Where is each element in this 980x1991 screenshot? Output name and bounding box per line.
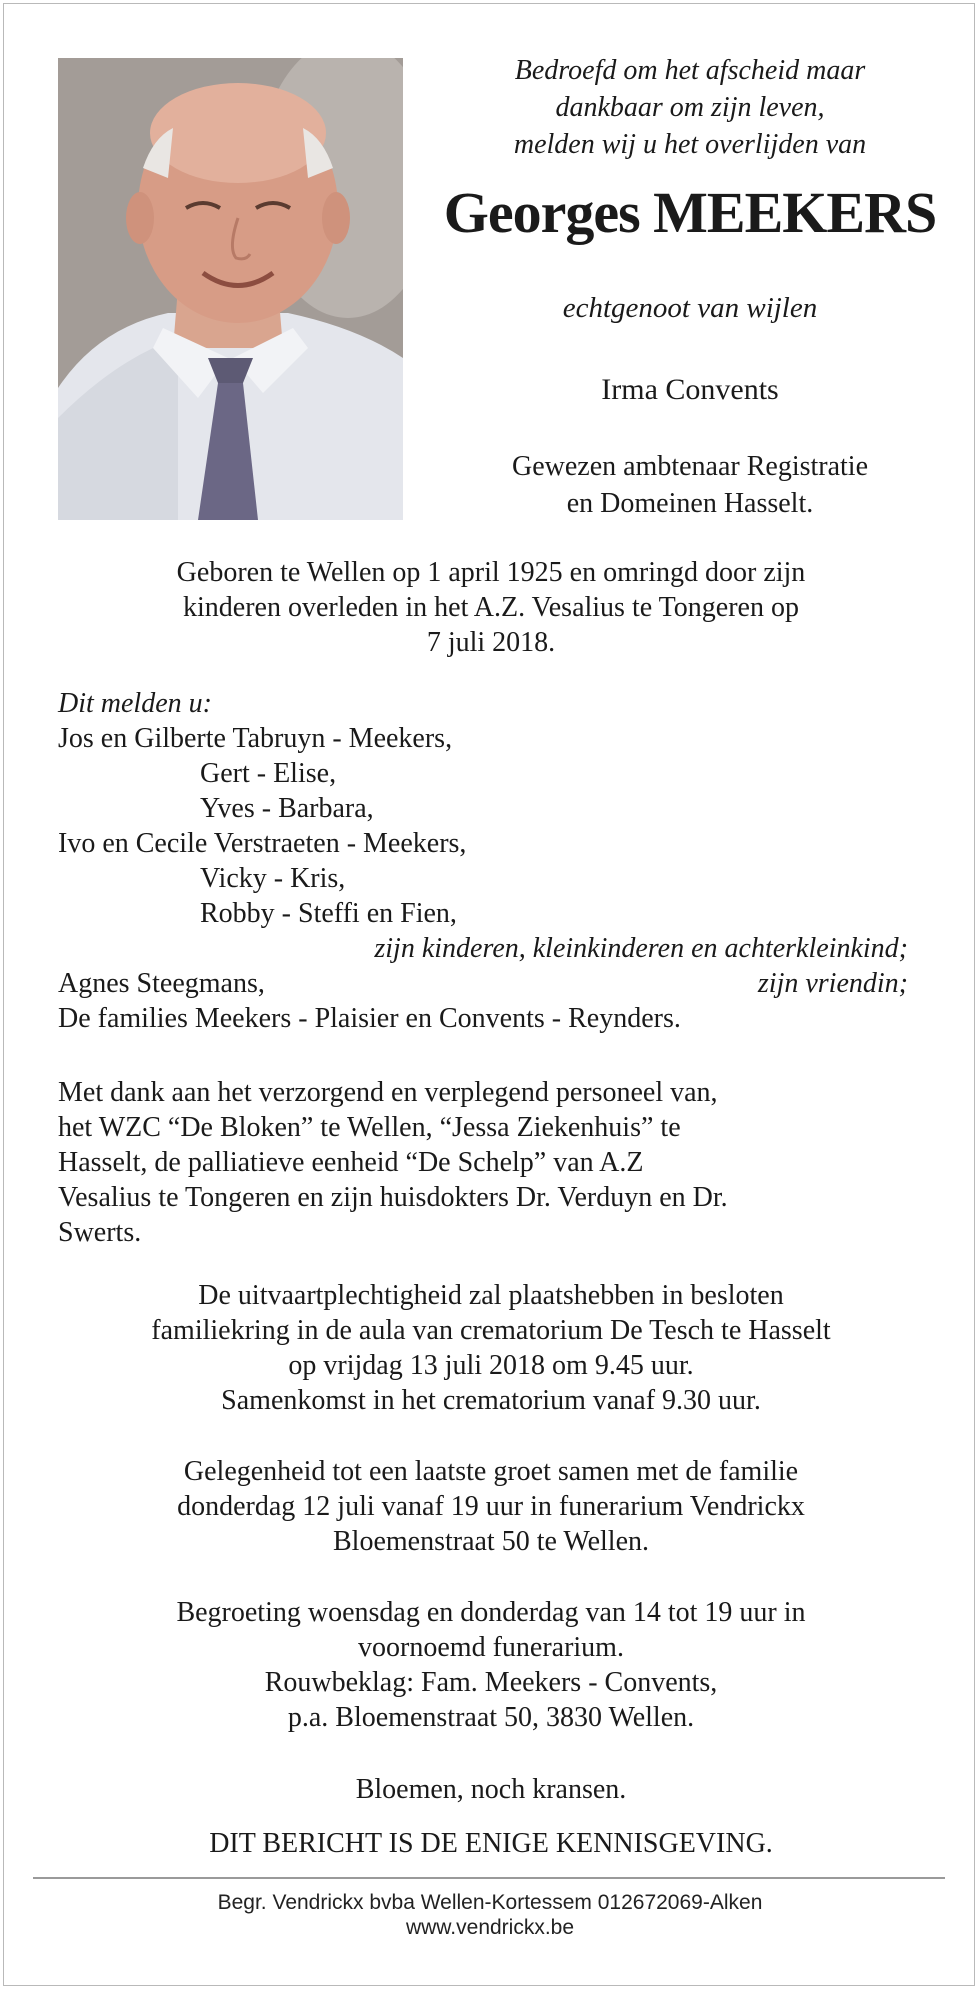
family-line: Gert - Elise,: [200, 758, 337, 789]
family-line: Yves - Barbara,: [200, 793, 374, 824]
family-line: Jos en Gilberte Tabruyn - Meekers,: [58, 723, 453, 754]
footer-line: Begr. Vendrickx bvba Wellen-Kortessem 012672069-Alken: [217, 1891, 763, 1914]
portrait-photo: [58, 58, 403, 520]
text-line: voornoemd funerarium.: [358, 1632, 624, 1663]
notice-line: DIT BERICHT IS DE ENIGE KENNISGEVING.: [209, 1828, 773, 1859]
text-line: donderdag 12 juli vanaf 19 uur in funerarium Vendrickx: [177, 1491, 805, 1522]
condolences-paragraph: [58, 1595, 924, 1735]
text-line: op vrijdag 13 juli 2018 om 9.45 uur.: [288, 1350, 694, 1381]
thanks-paragraph: [58, 1075, 924, 1250]
farewell-paragraph: [58, 1454, 924, 1559]
text-line: De uitvaartplechtigheid zal plaatshebben in besloten: [198, 1280, 784, 1311]
friend-relation: zijn vriendin;: [757, 968, 908, 999]
text-line: p.a. Bloemenstraat 50, 3830 Wellen.: [287, 1702, 695, 1733]
text-line: familiekring in de aula van crematorium De Tesch te Hasselt: [151, 1315, 831, 1346]
text-line: Begroeting woensdag en donderdag van 14 tot 19 uur in: [176, 1597, 806, 1628]
families-line: De families Meekers - Plaisier en Convents - Reynders.: [58, 1003, 681, 1034]
friend-name: Agnes Steegmans,: [58, 968, 265, 999]
spouse-name: Irma Convents: [601, 373, 779, 406]
text-line: Met dank aan het verzorgend en verplegend personeel van,: [58, 1077, 718, 1108]
family-line: Ivo en Cecile Verstraeten - Meekers,: [58, 828, 467, 859]
ceremony-paragraph: [58, 1278, 924, 1418]
birth-death-paragraph: [58, 555, 924, 660]
footer-link[interactable]: www.vendrickx.be: [405, 1916, 575, 1939]
text-line: Geboren te Wellen op 1 april 1925 en omringd door zijn: [176, 557, 806, 588]
intro-line: Bedroefd om het afscheid maar: [514, 55, 866, 86]
family-line: Vicky - Kris,: [200, 863, 346, 894]
occupation: [430, 448, 950, 522]
text-line: het WZC “De Bloken” te Wellen, “Jessa Ziekenhuis” te: [58, 1112, 681, 1143]
text-line: Hasselt, de palliatieve eenheid “De Schelp” van A.Z: [58, 1147, 644, 1178]
text-line: kinderen overleden in het A.Z. Vesalius te Tongeren op: [183, 592, 799, 623]
spouse-intro: echtgenoot van wijlen: [562, 292, 818, 324]
family-line: Robby - Steffi en Fien,: [200, 898, 457, 929]
text-line: Samenkomst in het crematorium vanaf 9.30 uur.: [221, 1385, 761, 1416]
intro-line: dankbaar om zijn leven,: [555, 92, 825, 123]
text-line: Bloemenstraat 50 te Wellen.: [332, 1526, 650, 1557]
family-intro: Dit melden u:: [58, 688, 212, 719]
deceased-name: Georges MEEKERS: [443, 180, 937, 245]
family-relation: zijn kinderen, kleinkinderen en achterkleinkind;: [374, 933, 908, 964]
divider: [33, 1877, 945, 1879]
text-line: Rouwbeklag: Fam. Meekers - Convents,: [264, 1667, 718, 1698]
text-line: Vesalius te Tongeren en zijn huisdokters Dr. Verduyn en Dr.: [58, 1182, 728, 1213]
text-line: 7 juli 2018.: [426, 627, 556, 658]
flowers-line: Bloemen, noch kransen.: [355, 1774, 627, 1805]
intro-line: melden wij u het overlijden van: [513, 129, 867, 160]
text-line: Gelegenheid tot een laatste groet samen met de familie: [183, 1456, 799, 1487]
family-list: [58, 686, 924, 1036]
text-line: Swerts.: [58, 1217, 142, 1248]
intro-text: [430, 52, 950, 163]
friend-row: [58, 966, 924, 1001]
occupation-line: en Domeinen Hasselt.: [566, 488, 814, 519]
occupation-line: Gewezen ambtenaar Registratie: [511, 451, 869, 482]
footer: [0, 1890, 980, 1940]
